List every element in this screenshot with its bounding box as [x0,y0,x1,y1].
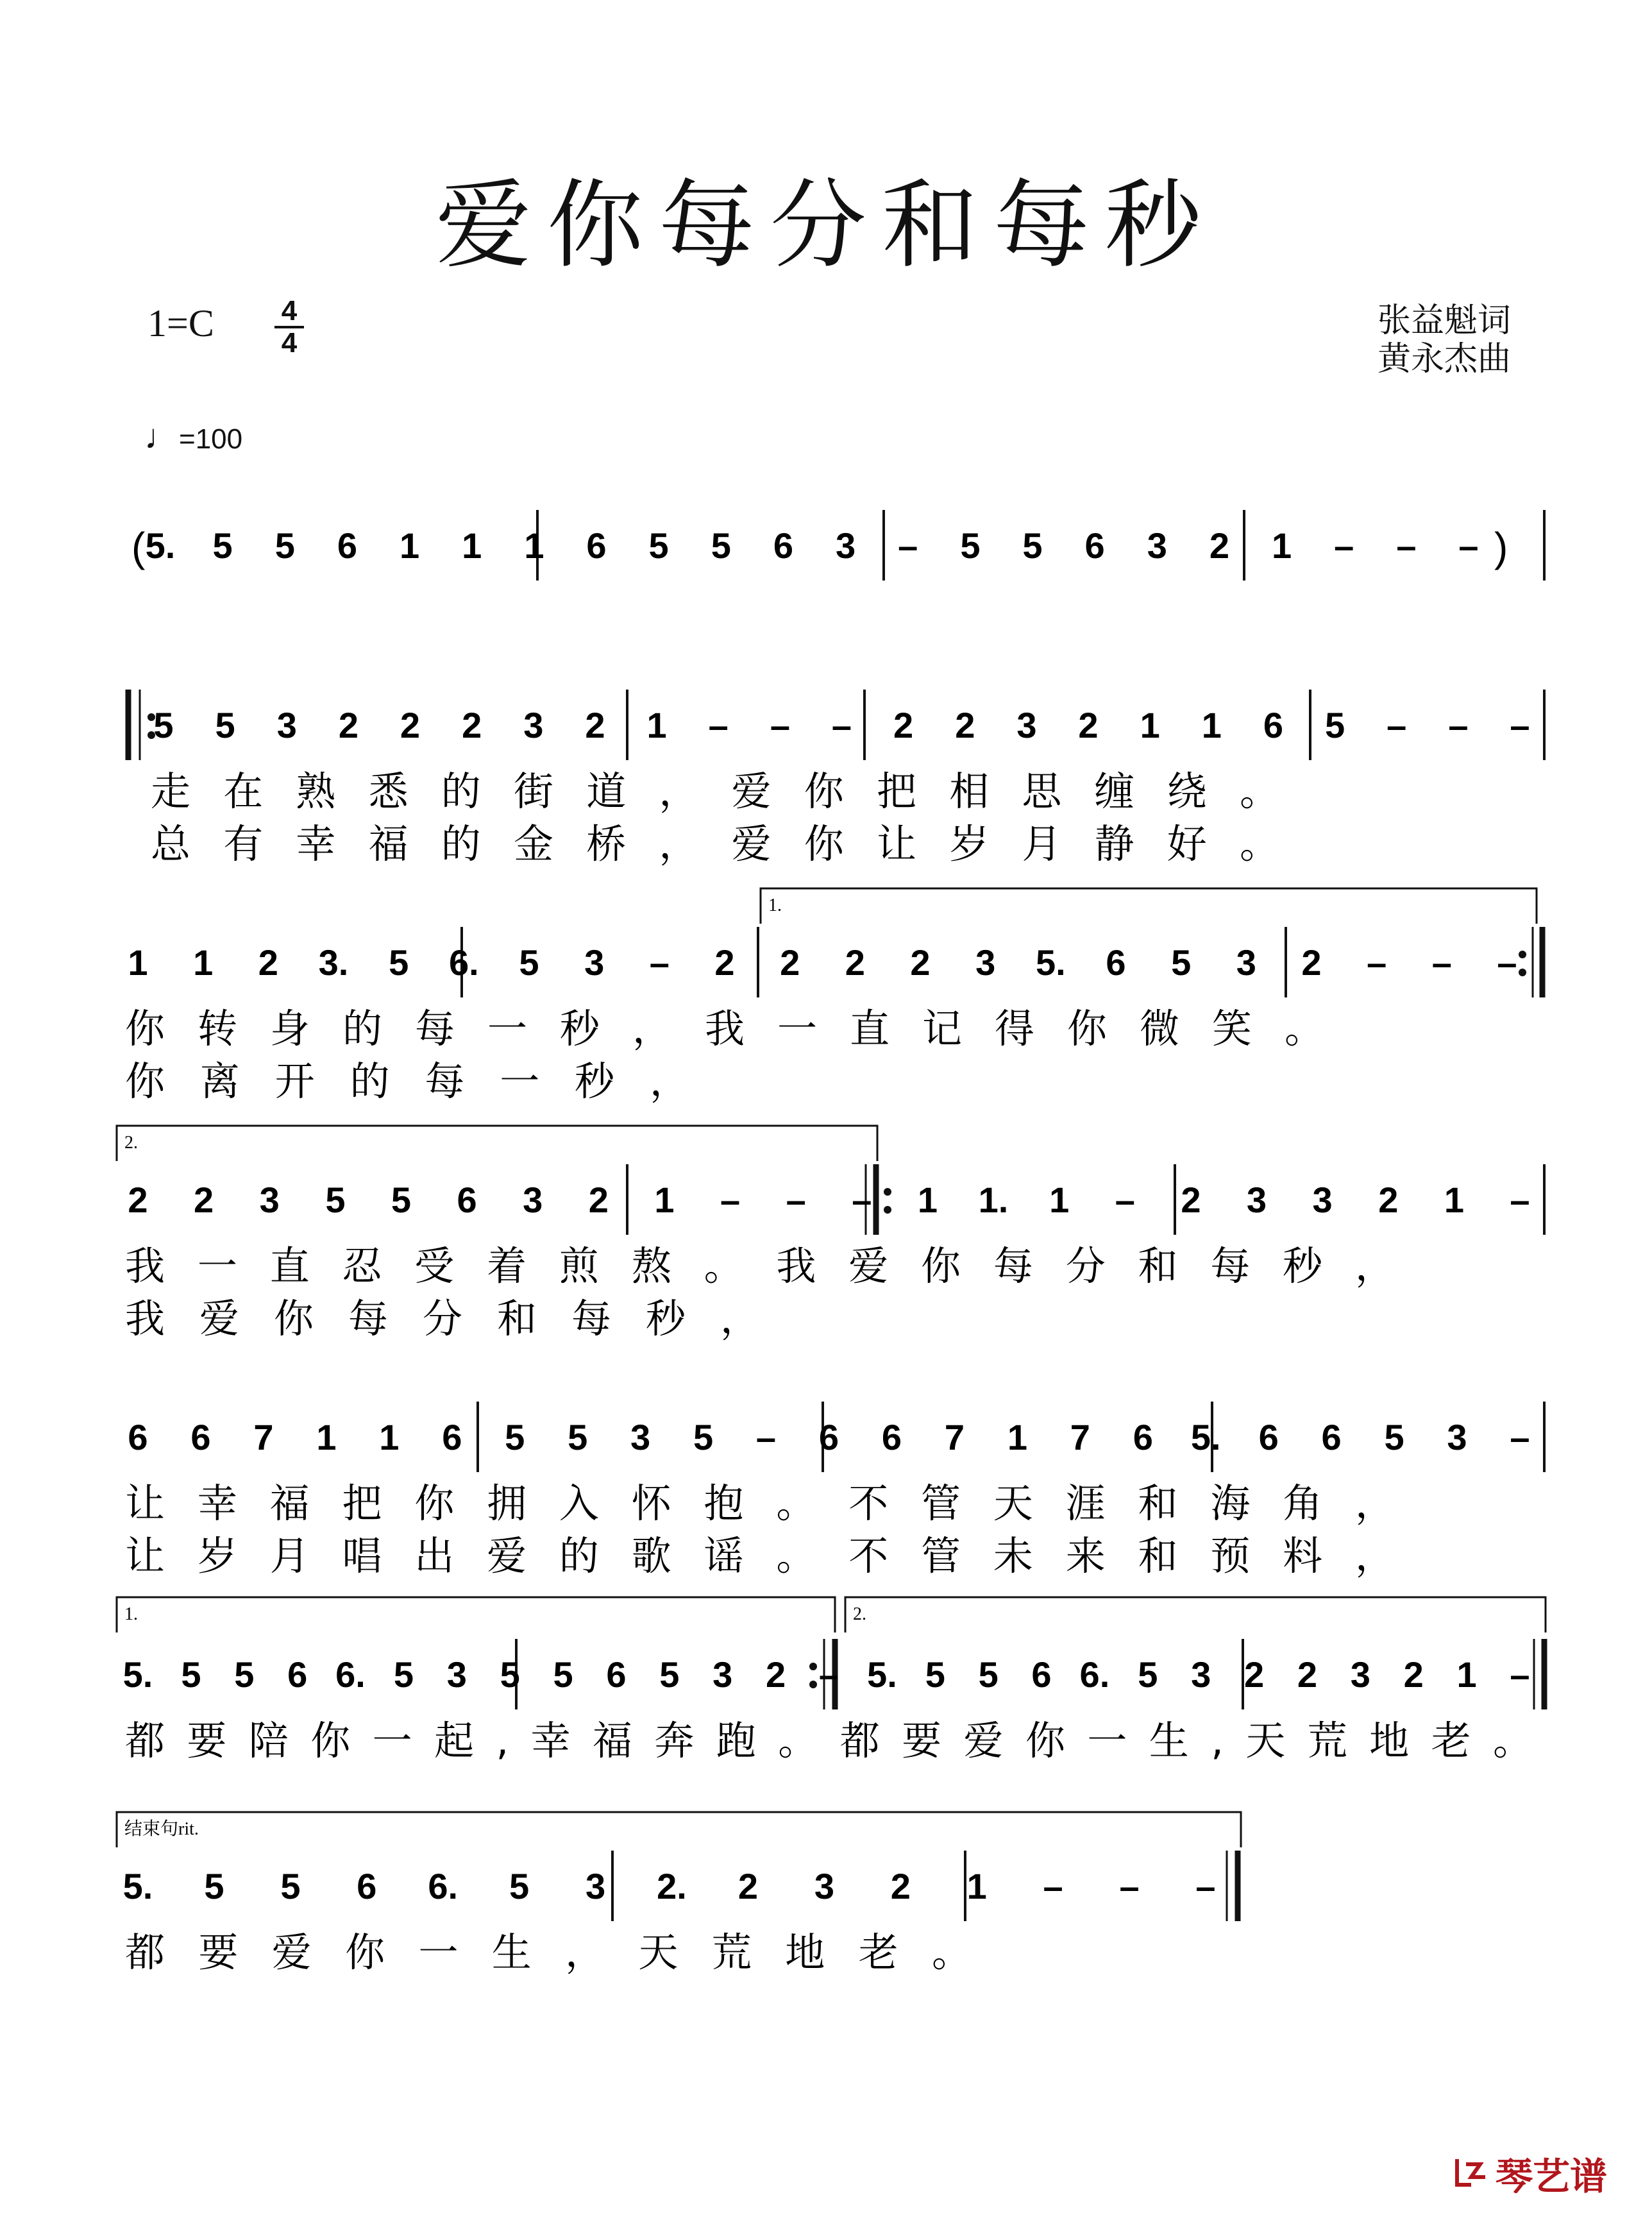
lyricist: 张益魁词 [1377,301,1511,340]
score-note: 3 [523,1180,543,1220]
lyric-line: 走在熟悉的街道，爱你把相思缠绕。 [151,768,1280,815]
score-note: 5 [393,1654,414,1695]
score-note: – [1115,1180,1135,1220]
score-note: – [1510,1654,1530,1695]
score-note: – [852,1180,872,1220]
score-note: 5 [648,525,669,566]
score-note: 5 [1171,942,1192,983]
score-note: 5 [925,1654,945,1695]
score-note: 6 [337,525,357,566]
score-note: 3. [318,942,349,983]
score-note: 2 [1078,705,1099,745]
score-note: – [770,705,790,745]
score-note: 1. [978,1180,1009,1220]
score-note: 1 [1444,1180,1464,1220]
score-note: – [1043,1866,1063,1906]
score-note: 7 [944,1417,965,1457]
score-note: 1 [316,1417,337,1457]
score-note: 6 [1321,1417,1342,1457]
score-note: 2 [258,942,278,983]
score-note: 5 [181,1654,201,1695]
composer: 黄永杰曲 [1377,340,1511,378]
score-note: 3 [1191,1654,1211,1695]
score-note: 2 [1209,525,1229,566]
score-note: 6 [190,1417,211,1457]
score-note: 2 [588,1180,609,1220]
score-note: 2 [194,1180,214,1220]
score-note: 5 [204,1866,224,1906]
score-note: – [1334,525,1354,566]
watermark-text: 琴艺谱 [1495,2155,1607,2198]
score-note: 5 [500,1654,520,1695]
score-note: 6. [335,1654,366,1695]
lyric-line: 让岁月唱出爱的歌谣。不管未来和预料， [125,1532,1395,1579]
score-note: 5 [519,942,539,983]
score-note: 1 [1007,1417,1027,1457]
score-note: – [755,1417,777,1457]
score-note: 3 [712,1654,733,1695]
lyric-line: 你离开的每一秒， [125,1058,689,1105]
score-note: 2 [1403,1654,1424,1695]
score-note: 5 [960,525,981,566]
score-note: 2 [910,942,931,983]
volta-1-label: 1. [768,895,782,915]
lyric-line: 总有幸福的金桥，爱你让岁月静好。 [151,820,1280,867]
watermark [1452,2146,1607,2200]
score-note: 5. [122,1654,153,1695]
score-note: 2 [1378,1180,1399,1220]
score-note: 1 [524,525,544,566]
tempo-value: =100 [179,423,243,455]
score-note: 3 [584,942,605,983]
score-note: 1 [646,705,667,745]
score-note: 6. [1079,1654,1110,1695]
score-note: – [1497,942,1517,983]
score-note: 5 [234,1654,255,1695]
score-note: 1 [654,1180,675,1220]
volta-2-label-b: 2. [853,1604,866,1624]
score-note: 2 [585,705,605,745]
score-note: 5 [325,1180,346,1220]
intro-close-paren: ) [1494,524,1508,570]
score-note: 6 [287,1654,308,1695]
score-note: 2 [1301,942,1322,983]
score-note: – [818,1654,839,1695]
score-note: 3 [276,705,297,745]
score-note: 7 [1070,1417,1090,1457]
score-note: 3 [814,1866,834,1906]
score-note: 2 [1181,1180,1201,1220]
score-note: 2 [400,705,421,745]
score-note: 6 [586,525,607,566]
lyric-line: 我一直忍受着煎熬。我爱你每分和每秒， [125,1242,1395,1289]
score-note: 5 [978,1654,999,1695]
score-note: 5 [212,525,233,566]
lyric-line: 让幸福把你拥入怀抱。不管天涯和海角， [125,1480,1395,1527]
score-note: 6 [442,1417,462,1457]
score-note: 6 [1106,942,1126,983]
score-note: 5 [1384,1417,1404,1457]
qinyipu-logo-icon [1452,2155,1490,2191]
score-note: 5. [145,525,176,566]
lyric-line: 我爱你每分和每秒， [125,1295,760,1342]
score-note: 2 [845,942,865,983]
score-note: 6 [818,1417,839,1457]
score-note: 1 [1272,525,1292,566]
score-note: 3 [1312,1180,1333,1220]
score-note: – [1367,942,1387,983]
score-note: 3 [1447,1417,1467,1457]
score-note: 5 [505,1417,525,1457]
volta-2-label: 2. [124,1133,138,1153]
score-note: 3 [1016,705,1037,745]
score-note: 3 [975,942,996,983]
score-note: 2 [738,1866,758,1906]
score-note: 2 [1244,1654,1265,1695]
score-note: 5 [509,1866,530,1906]
score-note: 7 [253,1417,274,1457]
score-note: 2 [338,705,358,745]
score-note: – [1431,942,1452,983]
score-note: 2 [893,705,914,745]
score-note: 5. [122,1866,153,1906]
score-note: 5 [553,1654,573,1695]
score-note: – [786,1180,806,1220]
notes-layer [123,525,1530,1906]
score-note: – [720,1180,741,1220]
score-note: – [1448,705,1469,745]
score-note: 3 [259,1180,280,1220]
score-note: 5. [1035,942,1066,983]
score-note: 3 [446,1654,467,1695]
score-note: – [1195,1866,1216,1906]
score-note: 2 [714,942,735,983]
lyric-line: 都要陪你一起,幸福奔跑。都要爱你一生,天荒地老。 [125,1717,1533,1764]
score-note: 5 [280,1866,301,1906]
score-note: – [1119,1866,1140,1906]
score-note: 1 [917,1180,938,1220]
score-note: 3 [1147,525,1167,566]
score-note: – [1386,705,1407,745]
score-note: 1 [193,942,214,983]
score-note: 6 [1031,1654,1052,1695]
score-note: 1 [1140,705,1160,745]
score-note: 2 [766,1654,786,1695]
score-note: – [898,525,918,566]
ending-label: 结束句rit. [124,1819,199,1839]
volta-1-label-b: 1. [124,1604,138,1624]
score-note: 5. [867,1654,897,1695]
score-note: 1 [1201,705,1222,745]
score-note: 5 [568,1417,588,1457]
score-note: – [1510,705,1530,745]
score-note: – [708,705,729,745]
score-note: 1 [462,525,482,566]
score-note: 5 [274,525,295,566]
score-note: 6 [1084,525,1105,566]
score-note: 3 [1246,1180,1267,1220]
score-note: 5 [391,1180,412,1220]
score-note: 3 [630,1417,651,1457]
score-note: 1 [379,1417,400,1457]
score-note: 6 [1263,705,1284,745]
score-note: 2 [890,1866,911,1906]
score-note: – [1510,1180,1530,1220]
score-note: 2 [780,942,800,983]
score-note: 6 [606,1654,627,1695]
score-note: 6 [357,1866,377,1906]
score-note: 5 [1325,705,1345,745]
song-title: 爱你每分和每秒 [435,170,1217,282]
score-note: 1 [128,942,148,983]
lyric-line: 你转身的每一秒，我一直记得你微笑。 [125,1005,1324,1052]
lyric-line: 都要爱你一生，天荒地老。 [125,1929,972,1976]
score-note: 2 [462,705,482,745]
score-note: 5 [153,705,174,745]
score-note: 6 [881,1417,902,1457]
score-note: 2 [955,705,975,745]
score-note: 5 [711,525,731,566]
score-note: 3 [586,1866,606,1906]
score-note: 5 [1138,1654,1158,1695]
time-signature-bottom: 4 [281,327,298,359]
quarter-note-icon: ♩ [144,418,179,456]
score-note: 3 [1350,1654,1370,1695]
score-note: 5 [215,705,235,745]
score-note: – [1458,525,1479,566]
score-note: 5. [1190,1417,1221,1457]
score-note: 3 [1236,942,1256,983]
score-note: 5 [1022,525,1043,566]
key-signature: 1=C [148,302,214,344]
score-note: 1 [1049,1180,1070,1220]
score-note: – [649,942,670,983]
score-note: 1 [1456,1654,1477,1695]
score-note: 6 [773,525,793,566]
score-note: 3 [523,705,544,745]
score-note: 6. [448,942,479,983]
score-note: 6 [457,1180,477,1220]
score-note: 6 [128,1417,148,1457]
score-note: 2 [1297,1654,1318,1695]
score-note: 1 [400,525,420,566]
score-note: 1 [966,1866,987,1906]
score-note: 6. [428,1866,459,1906]
score-note: 2. [657,1866,687,1906]
score-note: – [1396,525,1417,566]
score-note: 6 [1133,1417,1153,1457]
score-note: – [1510,1417,1530,1457]
score-note: 6 [1258,1417,1279,1457]
score-note: 2 [128,1180,148,1220]
score-note: – [831,705,852,745]
score-note: 5 [389,942,409,983]
score-note: 5 [693,1417,714,1457]
score-note: 3 [836,525,856,566]
score-note: 5 [659,1654,680,1695]
time-signature-top: 4 [281,295,298,326]
intro-open-paren: ( [131,524,146,570]
